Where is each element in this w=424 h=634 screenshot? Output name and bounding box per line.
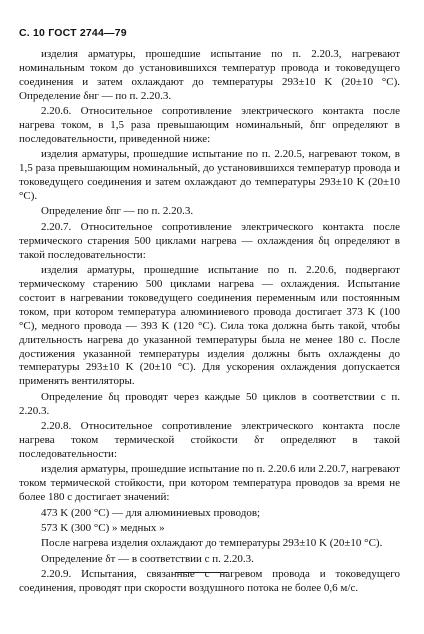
document-body — [19, 48, 400, 597]
paragraph: изделия арматуры, прошедшие испытание по п. 2.20.3, нагревают номинальным током до установившихся температур провода и токоведущего соединения и затем охлаждают до температуры 293±10 K (20±10 °С). Определение δнг — по п. 2.20.3. — [19, 48, 400, 102]
paragraph: 2.20.7. Относительное сопротивление электрического контакта после термического старения 500 циклами нагрева — охлаждения δц определяют в такой последовательности: — [19, 220, 400, 261]
paragraph: Определение δц проводят через каждые 50 циклов в соответствии с п. 2.20.3. — [19, 390, 400, 417]
page-header: С. 10 ГОСТ 2744—79 — [19, 27, 127, 39]
separator-line — [176, 572, 228, 573]
paragraph: Определение δпг — по п. 2.20.3. — [41, 205, 194, 218]
paragraph: 473 K (200 °С) — для алюминиевых проводов; — [41, 506, 261, 519]
paragraph: 2.20.9. Испытания, связанные с нагревом провода и токоведущего соединения, проводят при скорости воздушного потока не более 0,6 м/с. — [19, 568, 400, 595]
paragraph: 2.20.6. Относительное сопротивление электрического контакта после нагрева током, в 1,5 раза превышающим номинальный, δпг определяют в последовательности, приведенной ниже: — [19, 105, 400, 145]
paragraph: изделия арматуры, прошедшие испытание по п. 2.20.5, нагревают током, в 1,5 раза превышающим номинальный, до установившихся температур провода и токоведущего соединения и затем охлаждают до температуры 293±10 K (20±10 °С). — [19, 148, 400, 203]
paragraph: изделия арматуры, прошедшие испытание по п. 2.20.6, подвергают термическому старению 500 циклами нагрева — охлаждения. Испытание состоит в нагревании токоведущего соединения переменным или постоянным током, при котором температура алюминиевого провода достигает 373 K (100 °С), медного провода — 393 K (120 °С). Сила тока должна быть такой, чтобы длительность нагрева до указанной температуры была не менее 180 с. После достижения указанной температуры изделия должны быть охлаждены до температуры 293±10 K (20±10 °С). Для ускорения охлаждения допускается применять вентиляторы. — [19, 264, 400, 388]
paragraph: 573 K (300 °С) » медных » — [41, 521, 165, 534]
paragraph: Определение δт — в соответствии с п. 2.20.3. — [41, 552, 254, 565]
paragraph: После нагрева изделия охлаждают до температуры 293±10 K (20±10 °С). — [41, 537, 383, 550]
paragraph: 2.20.8. Относительное сопротивление электрического контакта после нагрева током термической стойкости δт определяют в такой последовательности: — [19, 420, 400, 460]
paragraph: изделия арматуры, прошедшие испытание по п. 2.20.6 или 2.20.7, нагревают током термической стойкости, при котором температура проводов за время не более 180 с достигает значений: — [19, 463, 400, 504]
